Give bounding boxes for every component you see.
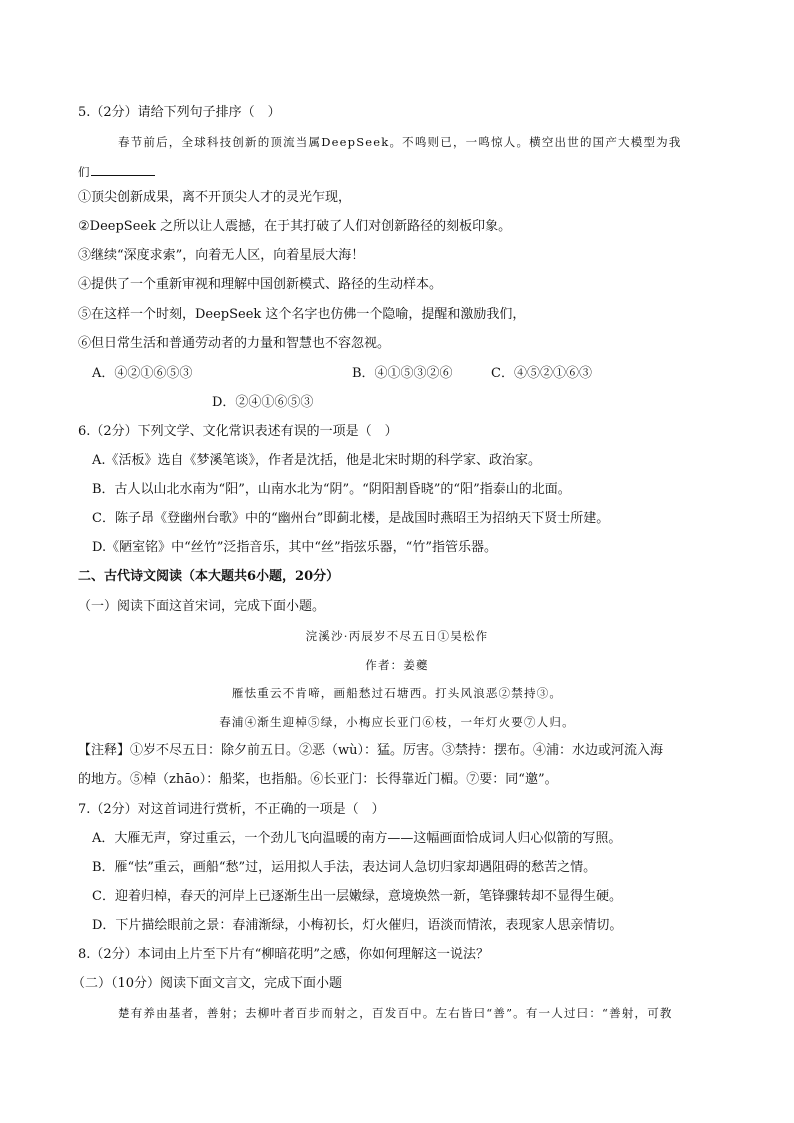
notes-line-1: 【注释】①岁不尽五日：除夕前五日。②恶（wù）：猛。厉害。③禁持：摆布。④浦：水边或河流入海 (78, 743, 664, 758)
q5-passage-line1: 春节前后，全球科技创新的顶流当属DeepSeek。不鸣则已，一鸣惊人。横空出世的国产大模型为我 (118, 135, 682, 149)
q5-sentence-2: ②DeepSeek 之所以让人震撼，在于其打破了人们对创新路径的刻板印象。 (78, 219, 512, 234)
q5-sentence-4: ④提供了一个重新审视和理解中国创新模式、路径的生动样本。 (78, 277, 443, 292)
q7-stem: 7.（2分）对这首词进行赏析，不正确的一项是（ ） (78, 802, 385, 817)
part2-passage-line1: 楚有养由基者，善射；去柳叶者百步而射之，百发百中。左右皆曰“善”。有一人过曰：“善射，可教 (118, 1006, 673, 1020)
q5-passage-line2: 们 (78, 162, 155, 181)
poem-line-1: 雁怯重云不肯啼，画船愁过石塘西。打头风浪恶②禁持③。 (231, 686, 563, 700)
answer-blank (91, 162, 155, 176)
q5-sentence-1: ①顶尖创新成果，离不开顶尖人才的灵光乍现， (78, 190, 352, 205)
section-heading: 二、古代诗文阅读（本大题共6小题，20分） (78, 569, 340, 584)
q7-option-d: D．下片描绘眼前之景：春浦渐绿，小梅初长，灯火催归，语淡而情浓，表现家人思亲情切。 (92, 918, 623, 933)
part2-instruction: （二）（10分）阅读下面文言文，完成下面小题 (72, 976, 343, 991)
q5-option-d: D．②④①⑥⑤③ (212, 395, 314, 410)
q6-option-c: C．陈子昂《登幽州台歌》中的“幽州台”即蓟北楼，是战国时燕昭王为招纳天下贤士所建。 (92, 511, 610, 526)
q5-option-b: B．④①⑤③②⑥ (352, 366, 453, 381)
q8-stem: 8.（2分）本词由上片至下片有“柳暗花明”之感，你如何理解这一说法？ (78, 947, 489, 962)
part1-instruction: （一）阅读下面这首宋词，完成下面小题。 (78, 599, 326, 614)
poem-title: 浣溪沙·丙辰岁不尽五日①吴松作 (305, 629, 489, 643)
poem-author: 作者：姜夔 (365, 658, 429, 672)
q7-option-c: C．迎着归棹，春天的河岸上已逐渐生出一层嫩绿，意境焕然一新，笔锋骤转却不显得生硬。 (92, 889, 622, 904)
q6-option-a: A.《活板》选自《梦溪笔谈》，作者是沈括，他是北宋时期的科学家、政治家。 (92, 453, 542, 468)
q5-stem: 5.（2分）请给下列句子排序（ ） (78, 105, 281, 120)
q5-sentence-5: ⑤在这样一个时刻，DeepSeek 这个名字也仿佛一个隐喻，提醒和激励我们， (78, 307, 526, 322)
q5-sentence-6: ⑥但日常生活和普通劳动者的力量和智慧也不容忽视。 (78, 336, 391, 351)
q6-stem: 6.（2分）下列文学、文化常识表述有误的一项是（ ） (78, 424, 398, 439)
poem-line-2: 春浦④渐生迎棹⑤绿，小梅应长亚门⑥枝，一年灯火要⑦人归。 (219, 715, 575, 729)
q7-option-a: A．大雁无声，穿过重云，一个劲儿飞向温暖的南方——这幅画面恰成词人归心似箭的写照。 (92, 831, 622, 846)
q6-option-d: D.《陋室铭》中“丝竹”泛指音乐，其中“丝”指弦乐器，“竹”指管乐器。 (92, 540, 497, 555)
q5-option-c: C．④⑤②①⑥③ (491, 366, 592, 381)
q5-option-a: A．④②①⑥⑤③ (92, 366, 193, 381)
notes-line-2: 的地方。⑤棹（zhāo）：船桨，也指船。⑥长亚门：长得靠近门楣。⑦要：同“邀”。 (78, 772, 558, 787)
q7-option-b: B．雁“怯”重云，画船“愁”过，运用拟人手法，表达词人急切归家却遇阻碍的愁苦之情。 (92, 860, 597, 875)
q6-option-b: B．古人以山北水南为“阳”，山南水北为“阴”。“阴阳割昏晓”的“阳”指泰山的北面。 (92, 482, 571, 497)
q5-sentence-3: ③继续“深度求索”，向着无人区，向着星辰大海！ (78, 248, 365, 263)
